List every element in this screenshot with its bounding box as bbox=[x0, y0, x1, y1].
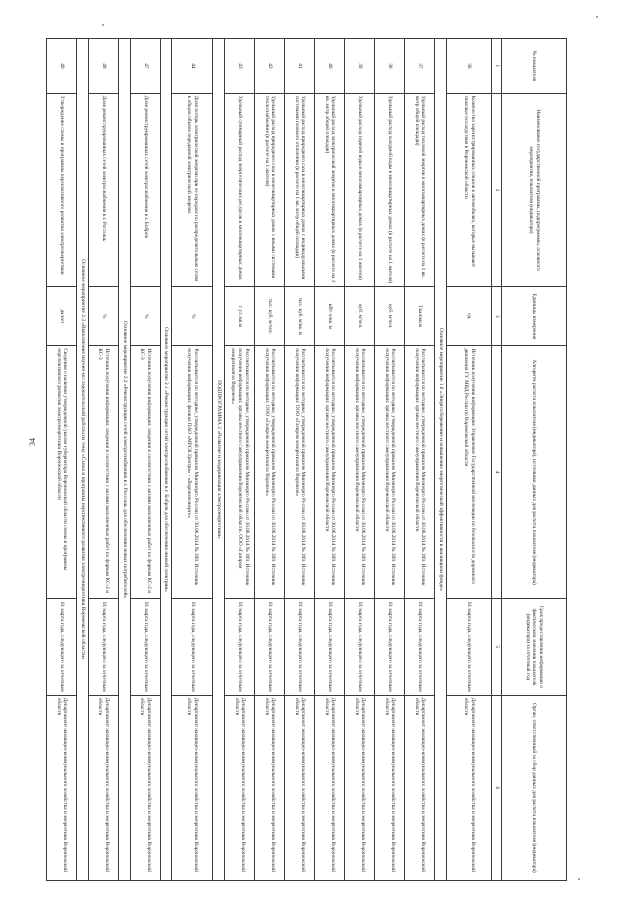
indicator-responsible-body: Департамент жилищно-коммунального хозяйства и энергетики Воронежской области bbox=[172, 695, 213, 880]
indicator-report-deadline: 01 марта года, следующего за отчетным bbox=[375, 598, 405, 695]
indicator-name: Удельный расход электрической энергии в многоквартирных домах (в расчете на 1 кв. метр общей площади) bbox=[315, 93, 345, 287]
indicator-number: 47 bbox=[130, 39, 160, 94]
indicators-table bbox=[46, 38, 567, 881]
indicator-name: Количество зарегистрированных отказов в автомобилях, которые вызывают тяжелые последствия в Воронежской области bbox=[447, 93, 492, 287]
indicator-report-deadline: 01 марта года, следующего за отчетным bbox=[130, 598, 160, 695]
indicator-calculation-method: Рассчитывается по методике, утвержденной приказом Минэнерго России от 30.06.2014 № 399. Источник получения информации: органы местного самоуправления Воронежской области bbox=[405, 346, 435, 599]
table-section-row bbox=[435, 39, 447, 881]
indicator-number: 40 bbox=[315, 39, 345, 94]
indicator-unit: Гкал/кв.м bbox=[405, 287, 435, 346]
column-number: 2 bbox=[492, 93, 502, 287]
scan-speck bbox=[578, 878, 580, 880]
table-row bbox=[285, 39, 315, 881]
indicator-name: Доля потерь электрической энергии при ее передаче по распределительным сетям в общем объеме переданной электрической энергии bbox=[172, 93, 213, 287]
indicator-responsible-body: Департамент жилищно-коммунального хозяйства и энергетики Воронежской области bbox=[405, 695, 435, 880]
indicator-calculation-method: Рассчитывается по методике, утвержденной приказом Минэнерго России от 30.06.2014 № 399. Источник получения информации: органы местного самоуправления Воронежской области bbox=[345, 346, 375, 599]
header-calculation-method: Алгоритм расчета показателя (индикатора), источники данных для расчета показателя (индикатора) bbox=[502, 346, 567, 599]
section-title: Основное мероприятие 2.1 «Реконструкция сетей электроснабжения в г. Бобров для обеспечения низкой электрии» bbox=[160, 39, 172, 881]
column-number: 5 bbox=[492, 598, 502, 695]
indicator-calculation-method: Рассчитывается по методике, утвержденной приказом Минэнерго России от 30.06.2014 № 399. Источник получения информации: органы местного самоуправления Воронежской области bbox=[375, 346, 405, 599]
indicator-name: Доля реконструированных сетей электроснабжения в г. Бобров bbox=[130, 93, 160, 287]
indicator-number: 44 bbox=[172, 39, 213, 94]
table-row bbox=[315, 39, 345, 881]
header-indicator-number: № показателя bbox=[502, 39, 567, 94]
indicator-name: Удельный расход природного газа в многоквартирных домах с индивидуальными системами газового отопления (в расчете на 1 кв. метр общей площади) bbox=[285, 93, 315, 287]
indicator-name: Удельный расход природного газа в многоквартирных домах с иными системами теплоснабжения (в расчете на 1 жителя) bbox=[255, 93, 285, 287]
indicator-report-deadline: 01 марта года, следующего за отчетным bbox=[172, 598, 213, 695]
indicator-calculation-method: Рассчитывается по методике, утвержденной приказом Минэнерго России от 30.06.2014 № 399. Источник получения информации: ООО «Газпром межрегионгаз Воронеж» bbox=[255, 346, 285, 599]
page-number: 34 bbox=[28, 438, 37, 446]
header-indicator-name: Наименование государственной программы, подпрограммы, основного мероприятия, показателя (индикатора) bbox=[502, 93, 567, 287]
section-title: Основное мероприятие 2.3 «Выполнение научно-исследовательской работы на тему «Схема и программа перспективного развития электроэнергетики Воронежской области» bbox=[77, 39, 89, 881]
table-row bbox=[447, 39, 492, 881]
indicator-name: Удельный расход холодной воды в многоквартирных домах (в расчете на 1 жителя) bbox=[375, 93, 405, 287]
scan-speck bbox=[596, 16, 598, 18]
indicator-responsible-body: Департамент жилищно-коммунального хозяйства и энергетики Воронежской области bbox=[315, 695, 345, 880]
section-title: Основное мероприятие 1.6 «Энергосбережение и повышение энергетической эффективности в жилищном фонде» bbox=[435, 39, 447, 881]
document-table-rotated bbox=[37, 38, 567, 881]
header-report-deadline: Срок предоставления информации о фактическом значении показателя (индикатора) за отчетный год bbox=[502, 598, 567, 695]
indicator-report-deadline: 01 марта года, следующего за отчетным bbox=[285, 598, 315, 695]
indicator-number: 41 bbox=[285, 39, 315, 94]
column-number: 3 bbox=[492, 287, 502, 346]
table-section-row bbox=[213, 39, 225, 881]
table-section-row bbox=[119, 39, 131, 881]
indicator-unit: т у.т./кв.м bbox=[225, 287, 255, 346]
table-row bbox=[375, 39, 405, 881]
indicator-unit: да/нет bbox=[47, 287, 77, 346]
indicator-unit: % bbox=[172, 287, 213, 346]
indicator-number: 39 bbox=[345, 39, 375, 94]
table-section-row bbox=[77, 39, 89, 881]
scan-speck bbox=[102, 24, 104, 26]
column-number: 1 bbox=[492, 39, 502, 94]
header-responsible-body: Орган, ответственный за сбор данных для расчета показателя (индикатора) bbox=[502, 695, 567, 880]
indicator-number: 43 bbox=[225, 39, 255, 94]
indicator-calculation-method: Источник получения информации: сведения в соответствии с актами выполненных работ по формам КС-2 и КС-3 bbox=[130, 346, 160, 599]
indicator-number: 37 bbox=[405, 39, 435, 94]
indicator-report-deadline: 01 марта года, следующего за отчетным bbox=[255, 598, 285, 695]
indicator-unit: куб. м/чел. bbox=[345, 287, 375, 346]
indicator-number: 36 bbox=[447, 39, 492, 94]
indicator-name: Удельный расход горячей воды в многоквартирных домах (в расчете на 1 жителя) bbox=[345, 93, 375, 287]
indicator-responsible-body: Департамент жилищно-коммунального хозяйства и энергетики Воронежской области bbox=[89, 695, 119, 880]
indicator-responsible-body: Департамент жилищно-коммунального хозяйства и энергетики Воронежской области bbox=[47, 695, 77, 880]
indicator-name: Доля реконструированных сетей электроснабжения в г. Россошь bbox=[89, 93, 119, 287]
indicator-report-deadline: 01 марта года, следующего за отчетным bbox=[315, 598, 345, 695]
column-number: 4 bbox=[492, 346, 502, 599]
indicator-number: 38 bbox=[375, 39, 405, 94]
header-unit: Единицы измерения bbox=[502, 287, 567, 346]
indicator-responsible-body: Департамент жилищно-коммунального хозяйства и энергетики Воронежской области bbox=[375, 695, 405, 880]
column-number: 6 bbox=[492, 695, 502, 880]
table-row bbox=[89, 39, 119, 881]
table-row bbox=[255, 39, 285, 881]
indicator-responsible-body: Департамент жилищно-коммунального хозяйства и энергетики Воронежской области bbox=[345, 695, 375, 880]
table-row bbox=[345, 39, 375, 881]
table-row bbox=[225, 39, 255, 881]
indicator-unit: % bbox=[130, 287, 160, 346]
indicator-calculation-method: Рассчитывается по методике, утвержденной приказом Минэнерго России от 30.06.2014 № 399. Источник получения информации: органы местного самоуправления Воронежской области, ООО «Газпром межрегионгаз Воронеж» bbox=[225, 346, 255, 599]
table-row bbox=[130, 39, 160, 881]
column-number-row bbox=[492, 39, 502, 881]
indicator-report-deadline: 01 марта года, следующего за отчетным bbox=[89, 598, 119, 695]
indicator-unit: тыс. куб. м/чел. bbox=[255, 287, 285, 346]
table-body bbox=[47, 39, 492, 881]
section-title: ПОДПРОГРАММА 2 «Развитие и модернизация электроэнергетики» bbox=[213, 39, 225, 881]
indicator-responsible-body: Департамент жилищно-коммунального хозяйства и энергетики Воронежской области bbox=[130, 695, 160, 880]
indicator-number: 49 bbox=[47, 39, 77, 94]
indicator-unit: % bbox=[89, 287, 119, 346]
indicator-responsible-body: Департамент жилищно-коммунального хозяйства и энергетики Воронежской области bbox=[447, 695, 492, 880]
indicator-number: 48 bbox=[89, 39, 119, 94]
indicator-report-deadline: 01 марта года, следующего за отчетным bbox=[47, 598, 77, 695]
indicator-calculation-method: Источник получения информации: Управление Государственной инспекции по безопасности дорожного движения ГУ МВД России по Воронежской области bbox=[447, 346, 492, 599]
table-section-row bbox=[160, 39, 172, 881]
table-row bbox=[47, 39, 77, 881]
indicator-calculation-method: Рассчитывается по методике, утвержденной приказом Минэнерго России от 30.06.2014 № 399. Источник получения информации: филиал ПАО «МРСК Центра» - «Воронежэнерго» bbox=[172, 346, 213, 599]
indicator-unit: тыс. куб. м/кв. м bbox=[285, 287, 315, 346]
indicator-calculation-method: Рассчитывается по методике, утвержденной приказом Минэнерго России от 30.06.2014 № 399. Источник получения информации: органы местного самоуправления Воронежской области bbox=[315, 346, 345, 599]
indicator-unit: куб. м/чел. bbox=[375, 287, 405, 346]
indicator-report-deadline: 01 марта года, следующего за отчетным bbox=[405, 598, 435, 695]
indicator-calculation-method: Сведения о наличии утвержденной указом губернатора Воронежской области схемы и программы перспективного развития электроэнергетики Воронежской области bbox=[47, 346, 77, 599]
indicator-calculation-method: Источник получения информации: сведения в соответствии с актами выполненных работ по формам КС-2 и КС-3 bbox=[89, 346, 119, 599]
indicator-name: Утверждение схемы и программы перспективного развития электроэнергетики bbox=[47, 93, 77, 287]
table-row bbox=[172, 39, 213, 881]
indicator-calculation-method: Рассчитывается по методике, утвержденной приказом Минэнерго России от 30.06.2014 № 399. Источник получения информации: ООО «Газпром межрегионгаз Воронеж» bbox=[285, 346, 315, 599]
indicator-report-deadline: 01 марта года, следующего за отчетным bbox=[345, 598, 375, 695]
indicator-report-deadline: 01 марта года, следующего за отчетным bbox=[225, 598, 255, 695]
indicator-responsible-body: Департамент жилищно-коммунального хозяйства и энергетики Воронежской области bbox=[255, 695, 285, 880]
indicator-name: Удельный расход тепловой энергии в многоквартирных домах (в расчете на 1 кв. метр общей площади) bbox=[405, 93, 435, 287]
indicator-unit: ед. bbox=[447, 287, 492, 346]
indicator-unit: кВт·ч/кв. м bbox=[315, 287, 345, 346]
table-header-row bbox=[502, 39, 567, 881]
indicator-responsible-body: Департамент жилищно-коммунального хозяйства и энергетики Воронежской области bbox=[285, 695, 315, 880]
table-row bbox=[405, 39, 435, 881]
indicator-name: Удельный суммарный расход энергетических ресурсов в многоквартирных домах bbox=[225, 93, 255, 287]
indicator-report-deadline: 01 марта года, следующего за отчетным bbox=[447, 598, 492, 695]
indicator-responsible-body: Департамент жилищно-коммунального хозяйства и энергетики Воронежской области bbox=[225, 695, 255, 880]
section-title: Основное мероприятие 2.2 «Реконструкция сетей электроснабжения в г. Россошь для обеспечения новых потребителей» bbox=[119, 39, 131, 881]
indicator-number: 42 bbox=[255, 39, 285, 94]
